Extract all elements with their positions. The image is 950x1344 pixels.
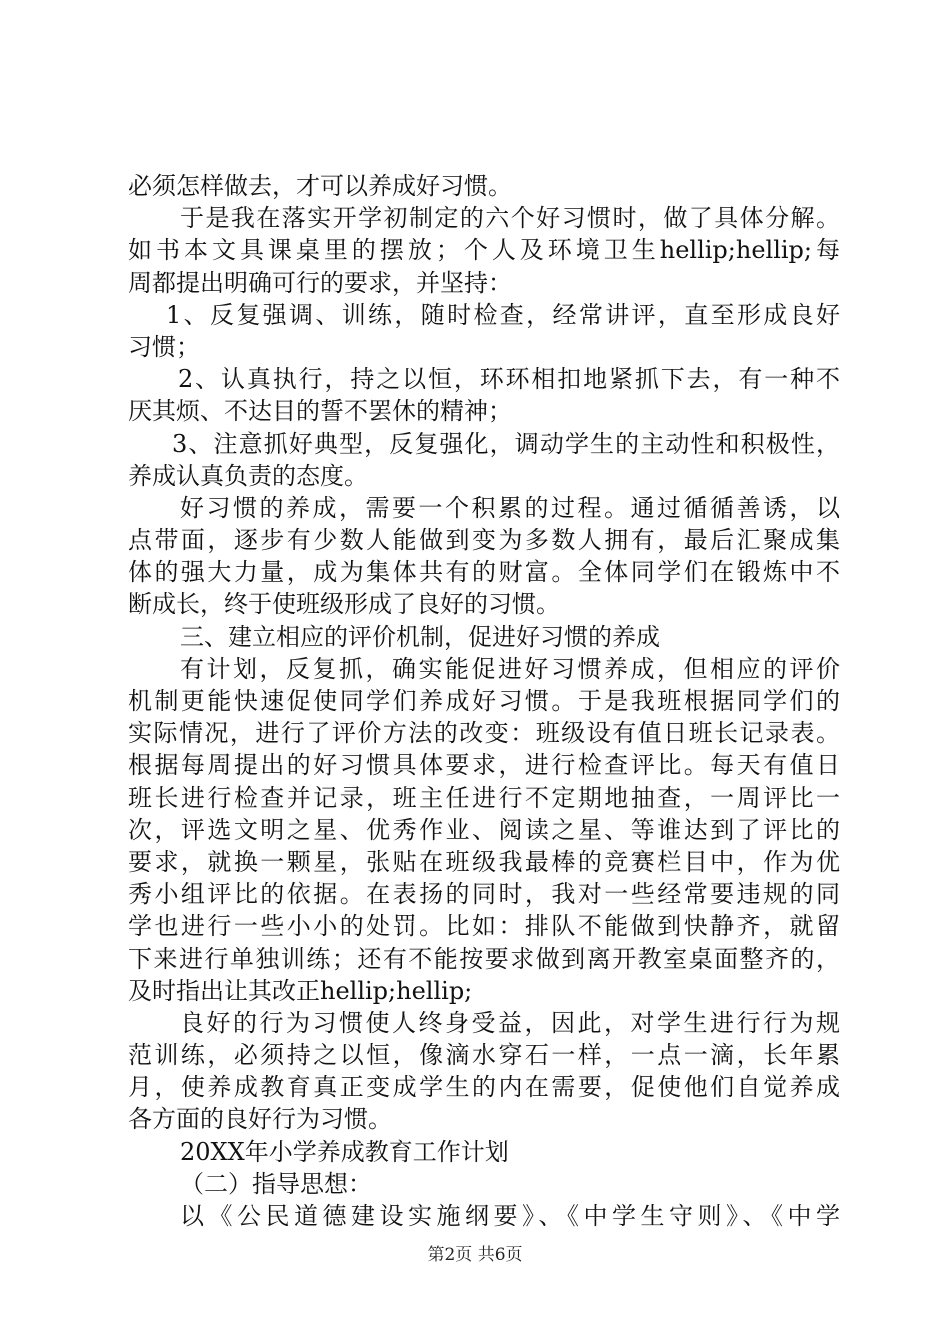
- text-line: 必须怎样做去，才可以养成好习惯。: [128, 172, 512, 200]
- text-line: 有计划，反复抓，确实能促进好习惯养成，但相应的评价: [180, 654, 840, 683]
- text-line: 机制更能快速促使同学们养成好习惯。于是我班根据同学们的: [128, 687, 840, 715]
- text-line: 班长进行检查并记录，班主任进行不定期地抽查，一周评比一: [128, 783, 840, 812]
- text-line: 好习惯的养成，需要一个积累的过程。通过循循善诱，以: [180, 493, 840, 522]
- text-line: 实际情况，进行了评价方法的改变：班级设有值日班长记录表。: [128, 719, 840, 748]
- section-heading: 20XX年小学养成教育工作计划: [180, 1137, 509, 1166]
- text-line: 次，评选文明之星、优秀作业、阅读之星、等谁达到了评比的: [128, 815, 840, 844]
- text-line: 3、注意抓好典型，反复强化，调动学生的主动性和积极性，: [172, 429, 840, 458]
- text-line: 及时指出让其改正hellip;hellip;: [128, 976, 473, 1005]
- text-line: 厌其烦、不达目的誓不罢休的精神；: [128, 397, 512, 426]
- text-line: 月，使养成教育真正变成学生的内在需要，促使他们自觉养成: [128, 1073, 840, 1102]
- text-line: 点带面，逐步有少数人能做到变为多数人拥有，最后汇聚成集: [128, 526, 840, 555]
- text-line: 根据每周提出的好习惯具体要求，进行检查评比。每天有值日: [128, 751, 840, 780]
- text-line: 断成长，终于使班级形成了良好的习惯。: [128, 590, 560, 619]
- text-line: 养成认真负责的态度。: [128, 461, 368, 490]
- text-line: 体的强大力量，成为集体共有的财富。全体同学们在锻炼中不: [128, 558, 840, 587]
- page-number: 第2页 共6页: [427, 1245, 523, 1265]
- text-line: 学也进行一些小小的处罚。比如：排队不能做到快静齐，就留: [128, 912, 840, 941]
- text-line: 习惯；: [128, 332, 200, 361]
- text-line: 1、反复强调、训练，随时检查，经常讲评，直至形成良好: [166, 300, 840, 329]
- section-heading: 三、建立相应的评价机制，促进好习惯的养成: [180, 622, 660, 651]
- document-body: [128, 170, 840, 1232]
- text-line: 良好的行为习惯使人终身受益，因此，对学生进行行为规: [180, 1008, 840, 1037]
- text-line: 各方面的良好行为习惯。: [128, 1105, 392, 1134]
- text-line: 如书本文具课桌里的摆放；个人及环境卫生hellip;hellip;每: [128, 236, 840, 265]
- text-line: 要求，就换一颗星，张贴在班级我最棒的竞赛栏目中，作为优: [128, 847, 840, 876]
- text-line: 范训练，必须持之以恒，像滴水穿石一样，一点一滴，长年累: [128, 1041, 840, 1070]
- text-line: 下来进行单独训练；还有不能按要求做到离开教室桌面整齐的，: [128, 944, 840, 973]
- text-line: 2、认真执行，持之以恒，环环相扣地紧抓下去，有一种不: [178, 365, 840, 394]
- text-line: 以《公民道德建设实施纲要》、《中学生守则》、《中学: [180, 1202, 840, 1230]
- section-heading: （二）指导思想：: [180, 1169, 372, 1198]
- text-line: 于是我在落实开学初制定的六个好习惯时，做了具体分解。: [180, 204, 840, 233]
- text-line: 秀小组评比的依据。在表扬的同时，我对一些经常要违规的同: [128, 880, 840, 909]
- text-line: 周都提出明确可行的要求，并坚持：: [128, 268, 512, 297]
